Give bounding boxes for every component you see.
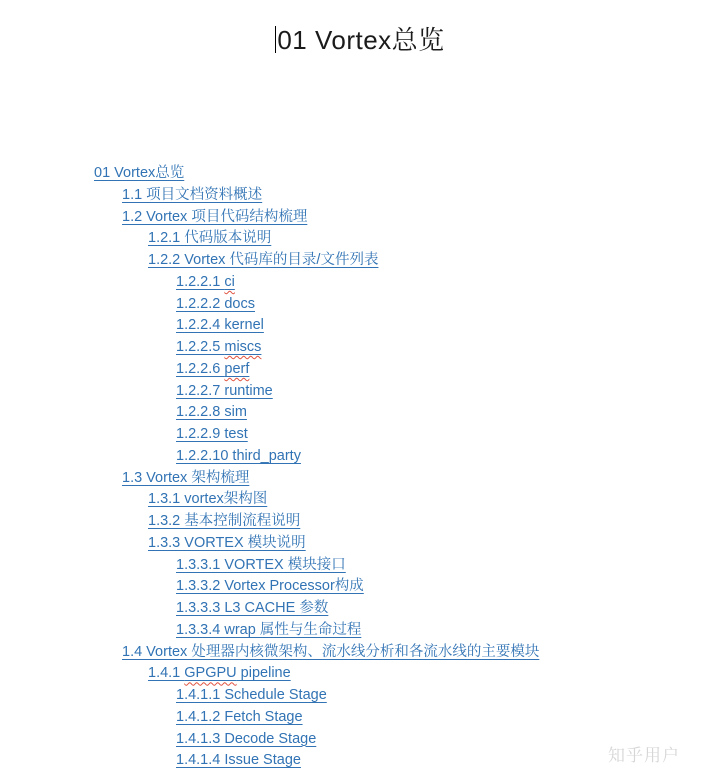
toc-row bbox=[94, 684, 694, 706]
toc-row bbox=[94, 336, 694, 358]
toc-row bbox=[94, 728, 694, 750]
toc-item-link[interactable]: 01 Vortex总览 bbox=[94, 165, 185, 181]
toc-item-link[interactable]: 1.1 项目文档资料概述 bbox=[122, 186, 263, 203]
toc-row bbox=[94, 380, 694, 402]
page-title-text: 01 Vortex总览 bbox=[277, 25, 445, 55]
toc-row bbox=[94, 445, 694, 467]
toc-row bbox=[94, 293, 694, 315]
toc-row bbox=[94, 641, 694, 663]
misspelled-word: GPGPU bbox=[184, 665, 237, 682]
toc-item-link[interactable]: 1.4.1.3 Decode Stage bbox=[176, 730, 317, 747]
misspelled-word: ci bbox=[224, 273, 235, 290]
table-of-contents bbox=[94, 162, 694, 771]
toc-row bbox=[94, 510, 694, 532]
toc-row bbox=[94, 271, 694, 293]
toc-item-link[interactable]: 1.3.1 vortex架构图 bbox=[148, 491, 268, 508]
toc-item-link[interactable]: 1.4.1.4 Issue Stage bbox=[176, 752, 301, 769]
toc-row bbox=[94, 532, 694, 554]
toc-row bbox=[94, 401, 694, 423]
toc-item-link[interactable]: 1.4.1.2 Fetch Stage bbox=[176, 708, 303, 725]
toc-item-link[interactable]: 1.2.2.1 ci bbox=[176, 273, 235, 290]
toc-item-link[interactable]: 1.3.2 基本控制流程说明 bbox=[148, 513, 301, 529]
toc-row bbox=[94, 619, 694, 641]
toc-item-link[interactable]: 1.3.3.4 wrap 属性与生命过程 bbox=[176, 621, 362, 638]
toc-item-link[interactable]: 1.3.3.2 Vortex Processor构成 bbox=[176, 578, 364, 595]
toc-row bbox=[94, 706, 694, 728]
toc-item-link[interactable]: 1.3 Vortex 架构梳理 bbox=[122, 469, 250, 486]
toc-row bbox=[94, 749, 694, 771]
toc-row bbox=[94, 162, 694, 184]
toc-item-link[interactable]: 1.4.1 GPGPU pipeline bbox=[148, 665, 291, 682]
toc-item-link[interactable]: 1.2.2.5 miscs bbox=[176, 339, 262, 355]
toc-row bbox=[94, 249, 694, 271]
page-title-row bbox=[0, 20, 720, 57]
toc-row bbox=[94, 227, 694, 249]
toc-row bbox=[94, 206, 694, 228]
toc-item-link[interactable]: 1.3.3.1 VORTEX 模块接口 bbox=[176, 556, 346, 573]
toc-item-link[interactable]: 1.3.3 VORTEX 模块说明 bbox=[148, 534, 306, 551]
toc-item-link[interactable]: 1.2.2.9 test bbox=[176, 426, 248, 442]
toc-item-link[interactable]: 1.2.2.4 kernel bbox=[176, 317, 264, 334]
toc-row bbox=[94, 554, 694, 576]
toc-item-link[interactable]: 1.4 Vortex 处理器内核微架构、流水线分析和各流水线的主要模块 bbox=[122, 643, 540, 660]
toc-row bbox=[94, 488, 694, 510]
toc-row bbox=[94, 423, 694, 445]
toc-item-link[interactable]: 1.2.2 Vortex 代码库的目录/文件列表 bbox=[148, 252, 379, 268]
toc-row bbox=[94, 467, 694, 489]
toc-item-link[interactable]: 1.2.2.7 runtime bbox=[176, 382, 273, 399]
toc-row bbox=[94, 184, 694, 206]
toc-row bbox=[94, 662, 694, 684]
misspelled-word: miscs bbox=[224, 339, 262, 355]
toc-item-link[interactable]: 1.2.1 代码版本说明 bbox=[148, 230, 272, 247]
toc-row bbox=[94, 358, 694, 380]
toc-item-link[interactable]: 1.2.2.6 perf bbox=[176, 360, 250, 377]
toc-row bbox=[94, 597, 694, 619]
page-title bbox=[275, 20, 444, 57]
toc-item-link[interactable]: 1.2 Vortex 项目代码结构梳理 bbox=[122, 208, 308, 225]
toc-item-link[interactable]: 1.4.1.1 Schedule Stage bbox=[176, 687, 327, 703]
watermark-label: 知乎用户 bbox=[608, 746, 680, 765]
toc-item-link[interactable]: 1.2.2.8 sim bbox=[176, 404, 247, 421]
toc-row bbox=[94, 575, 694, 597]
misspelled-word: perf bbox=[224, 360, 250, 377]
toc-item-link[interactable]: 1.2.2.2 docs bbox=[176, 295, 255, 312]
toc-row bbox=[94, 314, 694, 336]
toc-item-link[interactable]: 1.2.2.10 third_party bbox=[176, 447, 301, 464]
toc-item-link[interactable]: 1.3.3.3 L3 CACHE 参数 bbox=[176, 600, 329, 616]
